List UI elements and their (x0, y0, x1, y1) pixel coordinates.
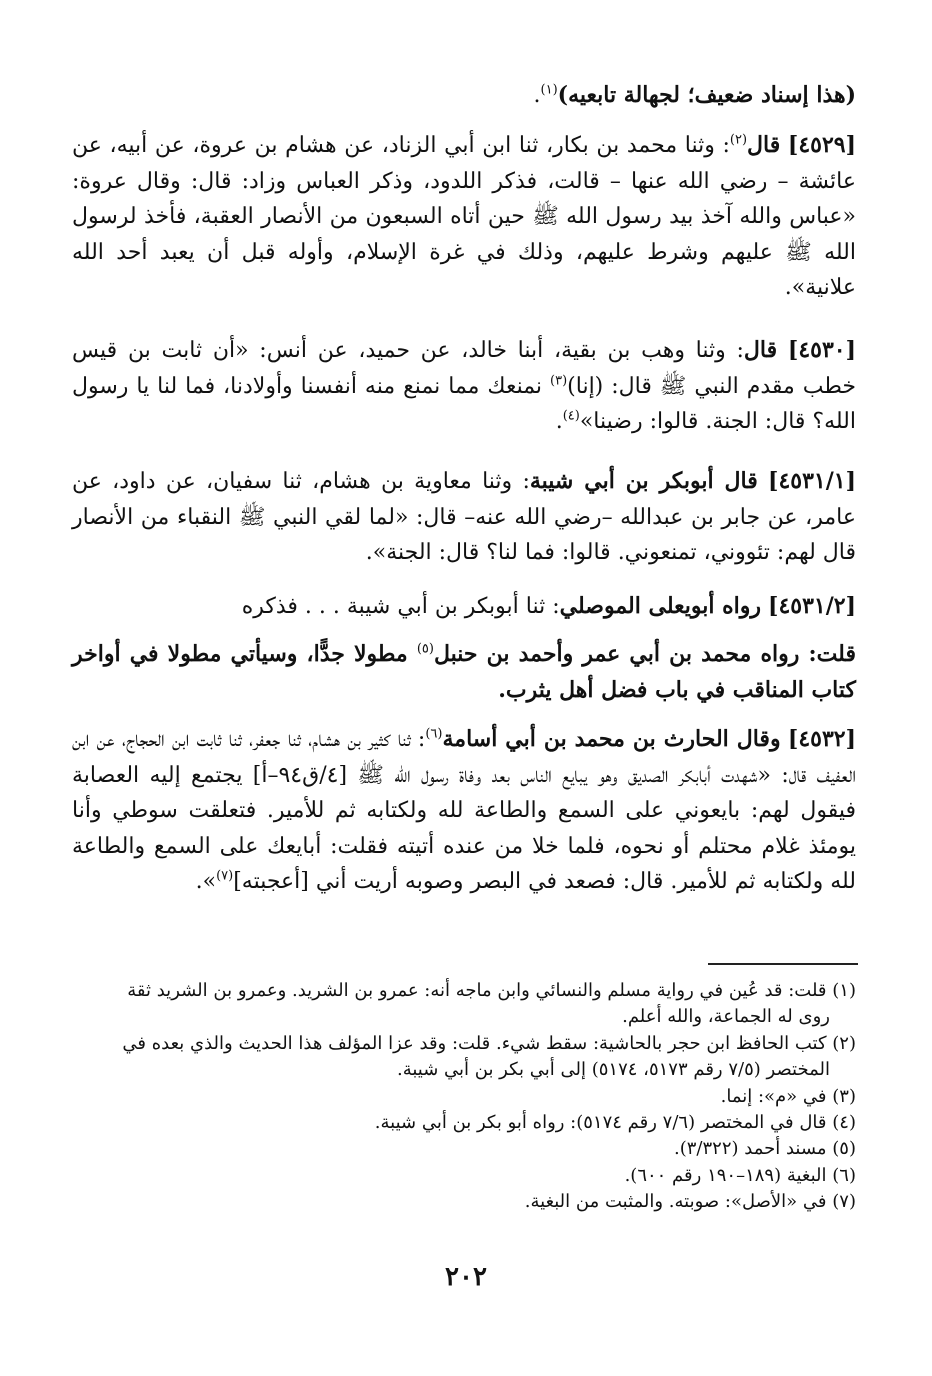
entry-lead: رواه أبويعلى الموصلي (559, 593, 762, 619)
footnote-6 (72, 1163, 856, 1189)
intro-end: . (533, 83, 541, 108)
footnote-mark: (٤) (832, 1112, 856, 1134)
footnote-text: قال في المختصر (٧/٦ رقم ٥١٧٤): رواه أبو بكر بن أبي شيبة. (374, 1112, 827, 1134)
entry-lead: قال أبوبكر بن أبي شيبة (529, 468, 758, 494)
entry-lead: وقال الحارث بن محمد بن أبي أسامة (442, 726, 781, 752)
footnote-cont: روى له الجماعة، والله أعلم. (622, 1006, 830, 1028)
footnote-ref: (٥) (416, 641, 434, 657)
footnote-mark: (٦) (832, 1164, 856, 1186)
intro-line (72, 78, 856, 114)
entry-number: [٤٥٣١/٢] (768, 593, 856, 619)
footnote-ref: (٣) (550, 373, 568, 389)
entry-body-cont: مطولا جدًّا، وسيأتي مطولا في أواخر كتاب المناقب في باب فضل أهل يثرب. (72, 641, 856, 703)
footnote-ref: (٦) (425, 726, 443, 742)
footnote-text: مسند أحمد (٣/٣٢٢). (674, 1138, 827, 1160)
footnote-3 (72, 1084, 856, 1110)
entry-body-cont: نمنعك مما نمنع منه أنفسنا وأولادنا، فما لنا يا رسول الله؟ قال: الجنة. قالوا: رضينا» (72, 373, 856, 434)
entry-body: : ثنا أبوبكر بن أبي شيبة . . . فذكره (241, 594, 560, 619)
entry-body: : وثنا معاوية بن هشام، ثنا سفيان، عن داود، عن عامر، عن جابر بن عبدالله –رضي الله عنه– قال: «لما لقي النبي ﷺ النقباء من الأنصار قال لهم: تئووني، تمنعوني. قالوا: فما لنا؟ قال: الجنة». (72, 469, 856, 565)
footnote-mark: (٣) (832, 1085, 856, 1107)
footnote-ref: (٤) (562, 408, 580, 424)
entry-4531-1 (72, 464, 856, 571)
footnote-text: في «م»: إنما. (720, 1085, 827, 1107)
footnote-text: في «الأصل»: صوبته. والمثبت من البغية. (524, 1191, 827, 1213)
footnote-mark: (٥) (832, 1138, 856, 1160)
entry-lead: قلت (816, 641, 856, 667)
footnote-text: كتب الحافظ ابن حجر بالحاشية: سقط شيء. قلت: وقد عزا المؤلف هذا الحديث والذي بعده في (122, 1032, 827, 1054)
footnote-mark: (٧) (832, 1191, 856, 1213)
entry-body: : رواه محمد بن أبي عمر وأحمد بن حنبل (433, 641, 817, 667)
footnote-text: البغية (١٨٩–١٩٠ رقم ٦٠٠). (624, 1164, 827, 1186)
entry-number: [٤٥٢٩] (787, 132, 856, 158)
entry-number: [٤٥٣١/١] (768, 468, 856, 494)
footnote-cont: المختصر (٧/٥ رقم ٥١٧٣، ٥١٧٤) إلى أبي بكر بن أبي شيبة. (396, 1059, 830, 1081)
entry-4531-2 (72, 589, 856, 625)
footnote-mark: (٢) (832, 1032, 856, 1054)
footnote-mark: (١) (832, 980, 856, 1001)
footnote-ref: (٧) (216, 868, 234, 884)
page-number: ٢٠٢ (445, 1262, 487, 1292)
entry-body: : وثنا محمد بن بكار، ثنا ابن أبي الزناد، عن هشام بن عروة، عن أبيه، عن عائشة – رضي الله عنها – قالت، فذكر اللدود، وذكر العباس وزاد: قال: وقال عروة: «عباس والله آخذ بيد رسول الله ﷺ حين أتاه السبعون من الأنصار العقبة، فأخذ لرسول الله ﷺ عليهم وشرط عليهم، وذلك في غرة الإسلام، وأوله قبل أن يعبد أحد الله علانية». (72, 133, 856, 300)
footnote-ref: (١) (540, 82, 558, 98)
footnote-ref: (٢) (729, 132, 748, 148)
footnotes (72, 978, 856, 1216)
intro-text: (هذا إسناد ضعيف؛ لجهالة تابعيه) (557, 82, 856, 108)
entry-4532 (72, 722, 856, 900)
entry-body: : وثنا وهب بن بقية، أبنا خالد، عن حميد، عن أنس: «أن ثابت بن قيس خطب مقدم النبي ﷺ قال: (إنا) (72, 338, 857, 399)
entry-number: [٤٥٣٢] (787, 726, 856, 752)
footnote-4 (72, 1110, 856, 1136)
entry-end: ». (195, 869, 217, 894)
footnote-7 (72, 1189, 856, 1215)
entry-lead: قال (743, 337, 778, 363)
footnote-1 (72, 978, 856, 1031)
note-qultu (72, 637, 856, 708)
entry-lead: قال (747, 132, 781, 158)
footnote-text: قلت: قد عُين في رواية مسلم والنسائي وابن ماجه أنه: عمرو بن الشريد. وعمرو بن الشريد ثقة (127, 980, 827, 1001)
entry-4529 (72, 128, 856, 306)
footnote-5 (72, 1136, 856, 1162)
footnote-2 (72, 1031, 856, 1084)
entry-body: : ثنا كثير بن هشام، ثنا جعفر، ثنا ثابت ابن الحجاج، عن ابن العفيف قال: «شهدت أبابكر الصديق وهو يبايع الناس بعد وفاة رسول الله ﷺ [٤/ق٩٤–أ] يجتمع إليه العصابة فيقول لهم: بايعوني على السمع والطاعة لله ولكتابه ثم للأمير. فتعلقت سوطي وأنا يومئذ غلام محتلم أو نحوه، فلما خلا من عنده أتيته فقلت: أبايعك على السمع والطاعة لله ولكتابه ثم للأمير. قال: فصعد في البصر وصوبه أريت أني [أعجبته] (72, 727, 856, 894)
entry-number: [٤٥٣٠] (787, 337, 856, 363)
footnote-separator (708, 963, 858, 965)
entry-end: . (555, 409, 563, 434)
entry-4530 (72, 333, 856, 440)
